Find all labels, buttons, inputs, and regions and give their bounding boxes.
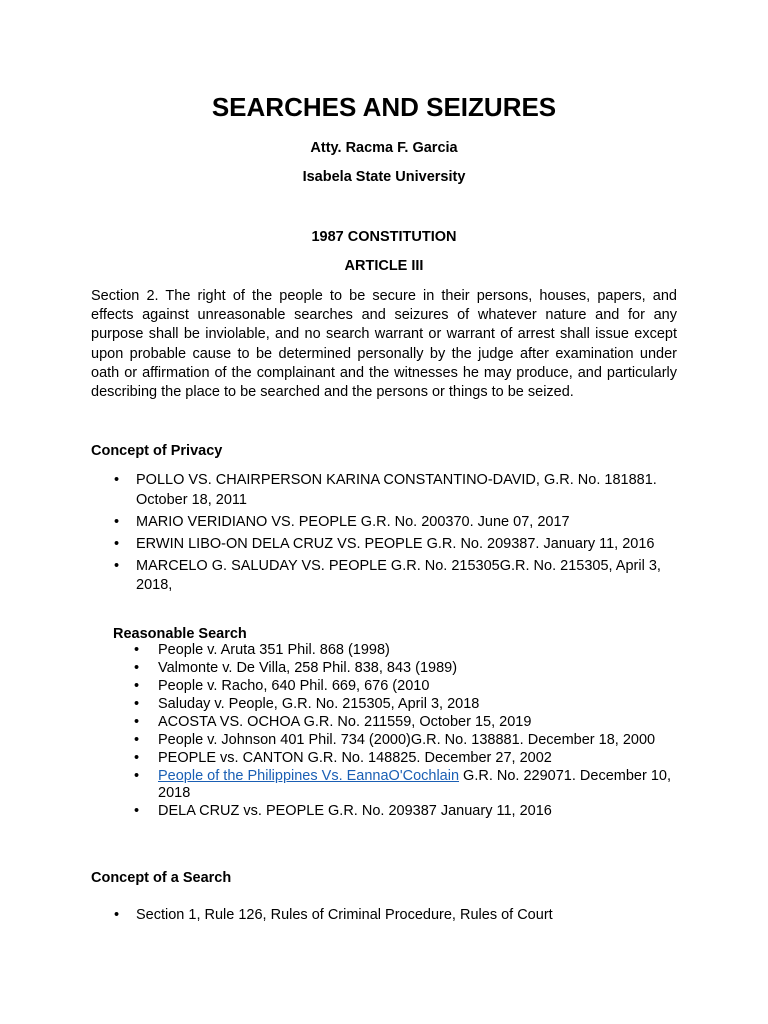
constitution-heading: 1987 CONSTITUTION	[311, 229, 457, 245]
list-item: • DELA CRUZ vs. PEOPLE G.R. No. 209387 January 11, 2016	[113, 803, 687, 820]
list-item: • Saluday v. People, G.R. No. 215305, April 3, 2018	[113, 696, 687, 713]
list-item: • People v. Racho, 640 Phil. 669, 676 (2010	[113, 678, 687, 695]
list-item: • People v. Aruta 351 Phil. 868 (1998)	[113, 642, 687, 659]
author-name: Atty. Racma F. Garcia	[310, 140, 458, 156]
list-item	[113, 768, 687, 802]
privacy-case-list	[91, 471, 687, 598]
list-item: • POLLO VS. CHAIRPERSON KARINA CONSTANTINO-DAVID, G.R. No. 181881. October 18, 2011	[91, 471, 687, 510]
list-item: • MARCELO G. SALUDAY VS. PEOPLE G.R. No. 215305G.R. No. 215305, April 3, 2018,	[91, 557, 687, 596]
list-item: • People v. Johnson 401 Phil. 734 (2000)G.R. No. 138881. December 18, 2000	[113, 732, 687, 749]
privacy-heading: Concept of Privacy	[91, 443, 223, 459]
reasonable-search-heading: Reasonable Search	[113, 626, 247, 642]
list-item: • Section 1, Rule 126, Rules of Criminal Procedure, Rules of Court	[91, 906, 687, 926]
section-2-paragraph: Section 2. The right of the people to be secure in their persons, houses, papers, and effects against unreasonable searches and seizures of whatever nature and for any purpose shall be inviolable, and no search warrant or warrant of arrest shall issue except upon probable cause to be determined personally by the judge after examination under oath or affirmation of the complainant and the witnesses he may produce, and particularly describing the place to be searched and the persons or things to be seized.	[91, 288, 677, 401]
list-item: • MARIO VERIDIANO VS. PEOPLE G.R. No. 200370. June 07, 2017	[91, 513, 687, 533]
institution-name: Isabela State University	[302, 169, 466, 185]
document-title: SEARCHES AND SEIZURES	[211, 92, 557, 122]
search-concept-heading: Concept of a Search	[91, 870, 232, 886]
reasonable-search-case-list	[113, 642, 687, 821]
list-item: • PEOPLE vs. CANTON G.R. No. 148825. December 27, 2002	[113, 750, 687, 767]
list-item: • ACOSTA VS. OCHOA G.R. No. 211559, October 15, 2019	[113, 714, 687, 731]
ocochlain-case-link[interactable]: People of the Philippines Vs. EannaO'Cochlain	[158, 768, 460, 784]
list-item: • Valmonte v. De Villa, 258 Phil. 838, 843 (1989)	[113, 660, 687, 677]
ocochlain-case-citation: G.R. No. 229071. December 10, 2018	[158, 768, 672, 801]
search-concept-list	[91, 906, 687, 928]
list-item: • ERWIN LIBO-ON DELA CRUZ VS. PEOPLE G.R. No. 209387. January 11, 2016	[91, 535, 687, 555]
article-heading: ARTICLE III	[344, 258, 424, 274]
